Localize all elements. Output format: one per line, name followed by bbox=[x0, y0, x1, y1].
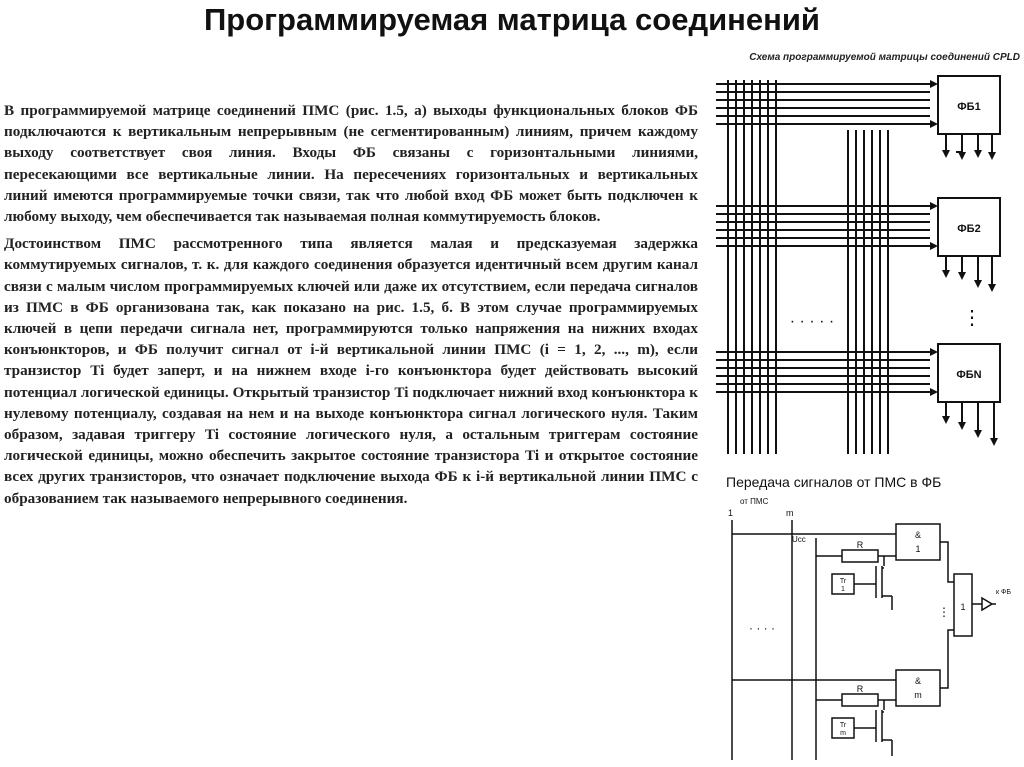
trigger-m-index: m bbox=[840, 730, 846, 737]
and-gate-1-symbol: & bbox=[914, 530, 922, 540]
and-gate-m-index: m bbox=[914, 690, 922, 700]
paragraph-2: Достоинством ПМС рассмотренного типа является малая и предсказуемая задержка коммутируемых сигналов, т. к. для каждого соединения образуется идентичный всем другим канал связи с малым числом программируемых ключей или даже их отсутствием, если передача сигналов из ПМС в ФБ организована так, как показано на рис. 1.5, б. В этом случае программируемых ключей в цепи передачи сигнала нет, программируются только напряжения на нижних входах конъюнкторов, и ФБ получит сигнал от i-й вертикальной линии ПМС (i = 1, 2, ..., m), если транзистор Ti будет заперт, и на нижнем входе i-го конъюнктора будет действовать высокий потенциал логической единицы. Открытый транзистор Ti подключает нижний вход конъюнктора к нулевому потенциалу, создавая на нем и на выходе конъюнктора сигнал логического нуля. Таким образом, задавая триггеру Ti состояние логического нуля, а остальным триггерам состояние логической единицы, можно обеспечить закрытое состояние транзистора Ti и открытое состояние всех других транзисторов, что означает подключение выхода ФБ к i-й вертикальной линии ПМС с образованием так называемого непрерывного соединения. bbox=[4, 235, 698, 507]
paragraph-1: В программируемой матрице соединений ПМС (рис. 1.5, а) выходы функциональных блоков ФБ подключаются к вертикальным непрерывным (не сегментированным) линиям, причем каждому выходу соответствует своя линия. Входы ФБ связаны с горизонтальными линиями, пересекающими все вертикальные линии. На пересечениях горизонтальных и вертикальных линий имеются программируемые точки связи, так что любой вход ФБ может быть подключен к любому выходу, чем обеспечивается так называемая полная коммутируемость блоков. bbox=[4, 102, 698, 226]
trigger-1-label: Tr bbox=[839, 578, 847, 585]
function-block-2 bbox=[938, 198, 1000, 256]
pms-lines bbox=[732, 520, 896, 760]
transfer-diagram bbox=[726, 494, 1018, 764]
transfer-diagram-caption: Передача сигналов от ПМС в ФБ bbox=[726, 474, 942, 490]
matrix-diagram-caption: Схема программируемой матрицы соединений CPLD bbox=[749, 52, 1020, 63]
resistor-m-label: R bbox=[856, 684, 864, 694]
line-1-label: 1 bbox=[728, 508, 734, 518]
line-m-label: m bbox=[786, 508, 794, 518]
and-gate-1 bbox=[896, 524, 940, 560]
matrix-diagram bbox=[716, 70, 1020, 465]
and-gate-m-symbol: & bbox=[914, 676, 922, 686]
trigger-1-index: 1 bbox=[841, 586, 845, 593]
horizontal-ellipsis: · · · · · bbox=[789, 313, 835, 330]
output-label: к ФБ bbox=[996, 589, 1011, 596]
function-block-1 bbox=[938, 76, 1000, 134]
and-gate-1-index: 1 bbox=[915, 544, 921, 554]
trigger-m-label: Tr bbox=[839, 722, 847, 729]
transistor-m bbox=[854, 710, 892, 756]
resistor-1-label: R bbox=[856, 540, 864, 550]
trigger-1 bbox=[832, 574, 854, 594]
and-gate-m bbox=[896, 670, 940, 706]
block-n-label: ФБN bbox=[956, 369, 982, 381]
or-gate-label: 1 bbox=[960, 602, 966, 612]
input-arrows bbox=[930, 80, 938, 396]
vertical-ellipsis: ⋮ bbox=[962, 307, 982, 329]
ucc-label: Ucc bbox=[792, 535, 806, 544]
body-text bbox=[4, 100, 698, 515]
function-block-n bbox=[938, 344, 1000, 402]
transistor-1 bbox=[854, 566, 892, 610]
resistor-1 bbox=[816, 550, 896, 566]
resistor-m bbox=[816, 694, 896, 710]
vertical-lines bbox=[728, 80, 888, 454]
or-gate bbox=[954, 574, 972, 636]
block-outputs bbox=[946, 134, 994, 438]
source-label: от ПМС bbox=[740, 497, 769, 506]
block-2-label: ФБ2 bbox=[957, 223, 981, 235]
horizontal-lines bbox=[716, 84, 930, 392]
lines-ellipsis: · · · · bbox=[749, 621, 775, 635]
or-inputs-ellipsis: ⋮ bbox=[938, 605, 950, 619]
trigger-m bbox=[832, 718, 854, 738]
block-1-label: ФБ1 bbox=[957, 101, 981, 113]
slide-title: Программируемая матрица соединений bbox=[203, 2, 820, 37]
